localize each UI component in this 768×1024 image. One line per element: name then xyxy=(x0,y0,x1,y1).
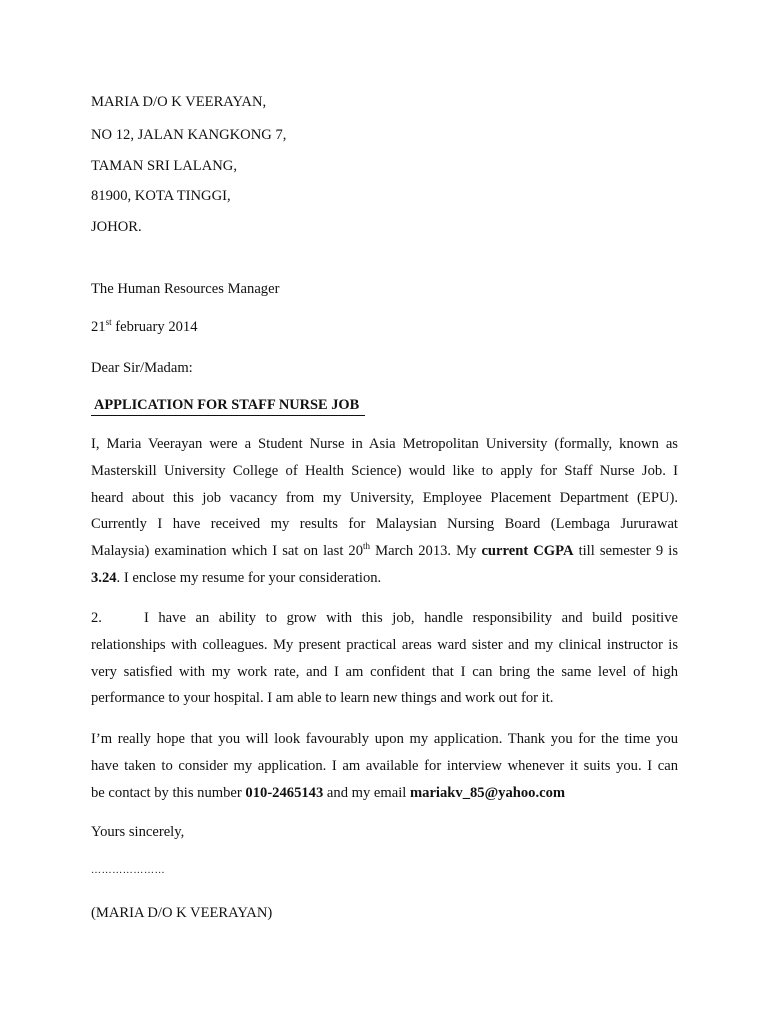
paragraph-1-line: Masterskill University College of Health Science) would like to apply for Staff Nurse Job. I xyxy=(91,462,678,479)
text-run: . I enclose my resume for your consideration. xyxy=(116,569,382,586)
email-address: mariakv_85@yahoo.com xyxy=(410,784,566,801)
paragraph-2-line: very satisfied with my work rate, and I am confident that I can bring the same level of high xyxy=(91,663,678,680)
paragraph-number: 2. xyxy=(91,610,102,626)
salutation: Dear Sir/Madam: xyxy=(91,360,193,376)
paragraph-3 xyxy=(91,726,678,806)
text-run: March 2013. My xyxy=(370,543,482,560)
date-day: 21 xyxy=(91,319,106,335)
paragraph-3-line: I’m really hope that you will look favourably upon my application. Thank you for the time you xyxy=(91,731,678,747)
sender-address-line-4: JOHOR. xyxy=(91,219,142,235)
recipient: The Human Resources Manager xyxy=(91,281,280,297)
sender-name: MARIA D/O K VEERAYAN, xyxy=(91,94,267,110)
date-suffix: st xyxy=(105,317,112,327)
paragraph-1-line: I, Maria Veerayan were a Student Nurse in Asia Metropolitan University (formally, known as xyxy=(91,436,678,452)
date-rest: february 2014 xyxy=(111,319,198,335)
paragraph-1 xyxy=(91,431,678,592)
paragraph-2-line: performance to your hospital. I am able to learn new things and work out for it. xyxy=(91,690,554,707)
signature-line: ………………… xyxy=(91,865,166,876)
letter-date xyxy=(91,318,198,336)
subject-heading: APPLICATION FOR STAFF NURSE JOB xyxy=(91,396,365,416)
cgpa-label: current CGPA xyxy=(481,543,574,560)
phone-number: 010-2465143 xyxy=(245,784,324,801)
text-run: be contact by this number xyxy=(91,784,246,801)
text-run: I have an ability to grow with this job, handle responsibility and build positive xyxy=(143,610,678,626)
text-run: and my email xyxy=(323,784,410,801)
sender-address-line-2: TAMAN SRI LALANG, xyxy=(91,158,237,174)
paragraph-1-line: heard about this job vacancy from my University, Employee Placement Department (EPU). xyxy=(91,489,678,506)
sender-address-line-3: 81900, KOTA TINGGI, xyxy=(91,188,231,204)
superscript: th xyxy=(363,541,371,552)
paragraph-2-line xyxy=(91,605,678,632)
cgpa-value: 3.24 xyxy=(91,569,117,586)
paragraph-2-line: relationships with colleagues. My present practical areas ward sister and my clinical instructor is xyxy=(91,636,678,653)
paragraph-2 xyxy=(91,605,678,712)
sender-address-line-1: NO 12, JALAN KANGKONG 7, xyxy=(91,127,287,143)
paragraph-3-line: have taken to consider my application. I am available for interview whenever it suits you. I can xyxy=(91,757,678,774)
paragraph-1-line: Currently I have received my results for Malaysian Nursing Board (Lembaga Jururawat xyxy=(91,516,678,533)
text-run: Malaysia) examination which I sat on last 20 xyxy=(91,543,364,560)
closing: Yours sincerely, xyxy=(91,824,185,840)
paragraph-1-line xyxy=(91,565,678,592)
paragraph-1-line xyxy=(91,538,678,565)
text-run: till semester 9 is xyxy=(573,543,679,560)
paragraph-3-line xyxy=(91,780,678,807)
signature-name: (MARIA D/O K VEERAYAN) xyxy=(91,905,273,921)
